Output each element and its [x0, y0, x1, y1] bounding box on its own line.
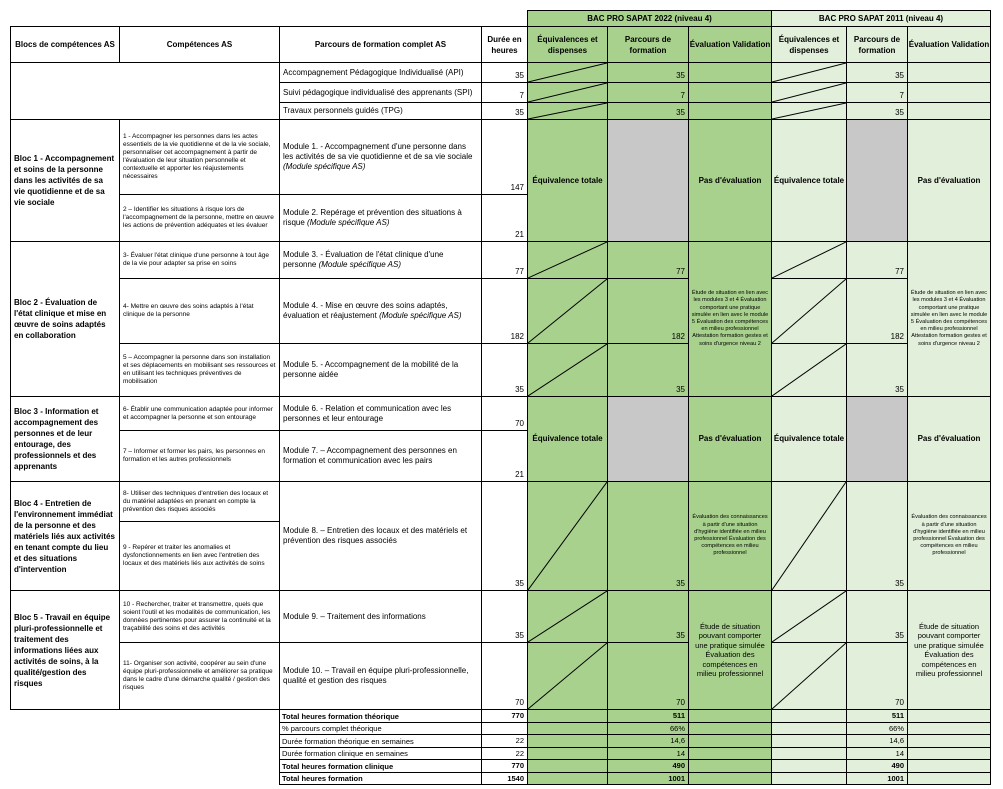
total-label: Total heures formation [279, 772, 482, 785]
hours-module-8: 35 [481, 481, 528, 591]
bloc-1-parcours-2022-grey [607, 119, 689, 242]
bloc-3-equiv-2011: Équivalence totale [771, 396, 847, 482]
total-p2022: 14,6 [607, 734, 689, 748]
module-1 [279, 119, 482, 195]
row-label-api: Accompagnement Pédagogique Individualisé (API) [279, 62, 482, 83]
competence-10: 10 - Rechercher, traiter et transmettre, quels que soient l'outil et les modalités de communication, les données pertinentes pour assurer la continuité et la traçabilité des soins et des activités [119, 590, 280, 643]
competence-8: 8- Utiliser des techniques d'entretien des locaux et du matériel adaptées en prenant en compte la prévention des risques associés [119, 481, 280, 522]
total-hours: 770 [481, 709, 528, 723]
competence-11: 11- Organiser son activité, coopérer au sein d'une équipe pluri-professionnelle et améliorer sa pratique dans le cadre d'une démarche qualité / gestion des risques [119, 642, 280, 710]
bloc-3-eval-2022: Pas d'évaluation [688, 396, 772, 482]
p2011-tpg: 35 [846, 102, 908, 120]
col-header-competences: Compétences AS [119, 26, 280, 63]
hours-module-7: 21 [481, 430, 528, 482]
total-label: Durée formation clinique en semaines [279, 747, 482, 760]
bloc-1-eval-2011: Pas d'évaluation [907, 119, 991, 242]
module-3 [279, 241, 482, 279]
bloc-1-equiv-2011: Équivalence totale [771, 119, 847, 242]
col-header-equiv-2022: Équivalences et dispenses [527, 26, 608, 63]
competence-7: 7 – Informer et former les pairs, les personnes en formation et les autres professionnels [119, 430, 280, 482]
total-equiv-2011 [771, 759, 847, 773]
p2022-module-5: 35 [607, 343, 689, 397]
bloc-2-label: Bloc 2 - Évaluation de l'état clinique et mise en œuvre de soins adaptés en collaboration [10, 241, 120, 397]
total-p2011: 14,6 [846, 734, 908, 748]
eval-2011-api [907, 62, 991, 83]
eval-2022-tpg [688, 102, 772, 120]
p2022-module-9: 35 [607, 590, 689, 643]
equiv-2022-spi [527, 82, 608, 103]
bac-2022-header: BAC PRO SAPAT 2022 (niveau 4) [527, 10, 772, 27]
total-eval-2011 [907, 772, 991, 785]
p2011-module-9: 35 [846, 590, 908, 643]
empty-top-block [10, 62, 280, 120]
bloc-5-eval-2022: Étude de situation pouvant comporter une pratique simulée Évaluation des compétences en milieu professionnel [688, 590, 772, 710]
module-4 [279, 278, 482, 344]
p2022-module-4: 182 [607, 278, 689, 344]
p2011-module-3: 77 [846, 241, 908, 279]
total-p2011: 490 [846, 759, 908, 773]
total-label: Durée formation théorique en semaines [279, 734, 482, 748]
hours-api: 35 [481, 62, 528, 83]
equiv-2011-api [771, 62, 847, 83]
total-p2022: 14 [607, 747, 689, 760]
equiv-2022-module-9 [527, 590, 608, 643]
equiv-2011-module-8 [771, 481, 847, 591]
module-9: Module 9. – Traitement des informations [279, 590, 482, 643]
equiv-2022-api [527, 62, 608, 83]
total-p2022: 1001 [607, 772, 689, 785]
module-3-spec: (Module spécifique AS) [318, 260, 402, 269]
total-label: Total heures formation clinique [279, 759, 482, 773]
total-equiv-2011 [771, 772, 847, 785]
hours-module-6: 70 [481, 396, 528, 431]
bloc-3-parcours-2011-grey [846, 396, 908, 482]
competence-2: 2 – Identifier les situations à risque lors de l'accompagnement de la personne, mettre en œuvre les actions de prévention adéquates et les évaluer [119, 194, 280, 242]
bloc-4-eval-2022: Évaluation des connaissances à partir d'une situation d'hygiène identifiée en milieu professionnel Évaluation des compétences en milieu professionnel [688, 481, 772, 591]
equiv-2022-module-10 [527, 642, 608, 710]
p2022-module-10: 70 [607, 642, 689, 710]
bloc-1-equiv-2022: Équivalence totale [527, 119, 608, 242]
eval-2011-tpg [907, 102, 991, 120]
module-1-text: Module 1. - Accompagnement d'une personne dans les activités de sa vie quotidienne et de sa vie sociale [283, 142, 473, 161]
bac-2011-header: BAC PRO SAPAT 2011 (niveau 4) [771, 10, 991, 27]
total-eval-2022 [688, 734, 772, 748]
row-label-tpg: Travaux personnels guidés (TPG) [279, 102, 482, 120]
module-3-text: Module 3. - Évaluation de l'état clinique d'une personne [283, 250, 444, 269]
bloc-3-parcours-2022-grey [607, 396, 689, 482]
bloc-1-parcours-2011-grey [846, 119, 908, 242]
total-hours: 22 [481, 747, 528, 760]
equiv-2022-module-4 [527, 278, 608, 344]
equiv-2022-module-3 [527, 241, 608, 279]
col-header-duree: Durée en heures [481, 26, 528, 63]
bloc-1-label: Bloc 1 - Accompagnement et soins de la personne dans les activités de sa vie quotidienne et de sa vie sociale [10, 119, 120, 242]
hours-module-9: 35 [481, 590, 528, 643]
equiv-2022-module-8 [527, 481, 608, 591]
bloc-4-eval-2011: Évaluation des connaissances à partir d'une situation d'hygiène identifiée en milieu professionnel Évaluation des compétences en milieu professionnel [907, 481, 991, 591]
bloc-3-label: Bloc 3 - Information et accompagnement des personnes et de leur entourage, des professionnels et des apprenants [10, 396, 120, 482]
module-4-spec: (Module spécifique AS) [379, 311, 462, 320]
p2011-module-5: 35 [846, 343, 908, 397]
row-label-spi: Suivi pédagogique individualisé des apprenants (SPI) [279, 82, 482, 103]
total-p2022: 490 [607, 759, 689, 773]
equiv-2022-module-5 [527, 343, 608, 397]
total-equiv-2022 [527, 759, 608, 773]
total-p2011: 66% [846, 722, 908, 735]
total-label: Total heures formation théorique [279, 709, 482, 723]
col-header-parcours-2011: Parcours de formation [846, 26, 908, 63]
total-equiv-2022 [527, 709, 608, 723]
hours-tpg: 35 [481, 102, 528, 120]
module-2-spec: (Module spécifique AS) [307, 218, 390, 227]
bloc-2-eval-2022: Étude de situation en lien avec les modules 3 et 4 Évaluation comportant une pratique simulée en lien avec le module 5 Évaluation des compétences en milieu professionnel Attestation formation gestes et soins d'urgence niveau 2 [688, 241, 772, 397]
total-label: % parcours complet théorique [279, 722, 482, 735]
total-p2011: 1001 [846, 772, 908, 785]
eval-2022-api [688, 62, 772, 83]
p2022-tpg: 35 [607, 102, 689, 120]
hours-module-2: 21 [481, 194, 528, 242]
bloc-5-eval-2011: Étude de situation pouvant comporter une pratique simulée Évaluation des compétences en milieu professionnel [907, 590, 991, 710]
eval-2011-spi [907, 82, 991, 103]
col-header-eval-2022: Évaluation Validation [688, 26, 772, 63]
hours-module-10: 70 [481, 642, 528, 710]
hours-module-1: 147 [481, 119, 528, 195]
total-eval-2011 [907, 734, 991, 748]
competence-1: 1 - Accompagner les personnes dans les actes essentiels de la vie quotidienne et de la vie sociale, personnaliser cet accompagnement à partir de l'évaluation de leur situation personnelle et contextuelle et apporter les réajustements nécessaires [119, 119, 280, 195]
bloc-3-equiv-2022: Équivalence totale [527, 396, 608, 482]
p2011-api: 35 [846, 62, 908, 83]
bloc-4-label: Bloc 4 - Entretien de l'environnement immédiat de la personne et des matériels liés aux activités en tenant compte du lieu et des situations d'intervention [10, 481, 120, 591]
bloc-5-label: Bloc 5 - Travail en équipe pluri-professionnelle et traitement des informations liées aux activités de soins, à la qualité/gestion des risques [10, 590, 120, 710]
total-eval-2022 [688, 759, 772, 773]
total-hours: 1540 [481, 772, 528, 785]
module-8: Module 8. – Entretien des locaux et des matériels et prévention des risques associés [279, 481, 482, 591]
total-equiv-2011 [771, 734, 847, 748]
eval-2022-spi [688, 82, 772, 103]
equiv-2011-module-9 [771, 590, 847, 643]
equiv-2011-tpg [771, 102, 847, 120]
p2022-api: 35 [607, 62, 689, 83]
module-7: Module 7. – Accompagnement des personnes en formation et communication avec les pairs [279, 430, 482, 482]
competence-4: 4- Mettre en œuvre des soins adaptés à l'état clinique de la personne [119, 278, 280, 344]
competence-9: 9 - Repérer et traiter les anomalies et dysfonctionnements en lien avec l'entretien des locaux et des matériels liés aux activités de soins [119, 521, 280, 591]
equiv-2011-module-3 [771, 241, 847, 279]
hours-module-3: 77 [481, 241, 528, 279]
p2011-module-4: 182 [846, 278, 908, 344]
total-hours: 22 [481, 734, 528, 748]
total-equiv-2022 [527, 772, 608, 785]
p2022-spi: 7 [607, 82, 689, 103]
p2011-module-10: 70 [846, 642, 908, 710]
total-eval-2011 [907, 709, 991, 723]
bloc-1-eval-2022: Pas d'évaluation [688, 119, 772, 242]
equiv-2022-tpg [527, 102, 608, 120]
p2022-module-3: 77 [607, 241, 689, 279]
hours-module-5: 35 [481, 343, 528, 397]
total-eval-2011 [907, 759, 991, 773]
p2022-module-8: 35 [607, 481, 689, 591]
module-1-spec: (Module spécifique AS) [283, 162, 366, 171]
module-2-text: Module 2. Repérage et prévention des situations à risque [283, 208, 462, 227]
p2011-spi: 7 [846, 82, 908, 103]
module-10: Module 10. – Travail en équipe pluri-professionnelle, qualité et gestion des risques [279, 642, 482, 710]
total-hours: 770 [481, 759, 528, 773]
equiv-2011-module-5 [771, 343, 847, 397]
module-6: Module 6. - Relation et communication avec les personnes et leur entourage [279, 396, 482, 431]
competence-3: 3- Évaluer l'état clinique d'une personne à tout âge de la vie pour adapter sa prise en soins [119, 241, 280, 279]
total-p2011: 511 [846, 709, 908, 723]
module-2 [279, 194, 482, 242]
bloc-2-eval-2011: Étude de situation en lien avec les modules 3 et 4 Évaluation comportant une pratique simulée en lien avec le module 5 Évaluation des compétences en milieu professionnel Attestation formation gestes et soins d'urgence niveau 2 [907, 241, 991, 397]
col-header-eval-2011: Évaluation Validation [907, 26, 991, 63]
hours-spi: 7 [481, 82, 528, 103]
total-equiv-2011 [771, 709, 847, 723]
hours-module-4: 182 [481, 278, 528, 344]
competence-5: 5 – Accompagner la personne dans son installation et ses déplacements en mobilisant ses ressources et en utilisant les techniques préventives de mobilisation [119, 343, 280, 397]
total-eval-2022 [688, 709, 772, 723]
total-equiv-2022 [527, 734, 608, 748]
col-header-equiv-2011: Équivalences et dispenses [771, 26, 847, 63]
col-header-blocs: Blocs de compétences AS [10, 26, 120, 63]
competence-6: 6- Établir une communication adaptée pour informer et accompagner la personne et son entourage [119, 396, 280, 431]
total-p2011: 14 [846, 747, 908, 760]
total-p2022: 66% [607, 722, 689, 735]
module-4-text: Module 4. - Mise en œuvre des soins adaptés, évaluation et réajustement [283, 301, 448, 320]
bloc-3-eval-2011: Pas d'évaluation [907, 396, 991, 482]
col-header-parcours-2022: Parcours de formation [607, 26, 689, 63]
equiv-2011-spi [771, 82, 847, 103]
p2011-module-8: 35 [846, 481, 908, 591]
col-header-parcours: Parcours de formation complet AS [279, 26, 482, 63]
total-eval-2022 [688, 772, 772, 785]
module-5: Module 5. - Accompagnement de la mobilité de la personne aidée [279, 343, 482, 397]
equiv-2011-module-4 [771, 278, 847, 344]
equiv-2011-module-10 [771, 642, 847, 710]
total-p2022: 511 [607, 709, 689, 723]
